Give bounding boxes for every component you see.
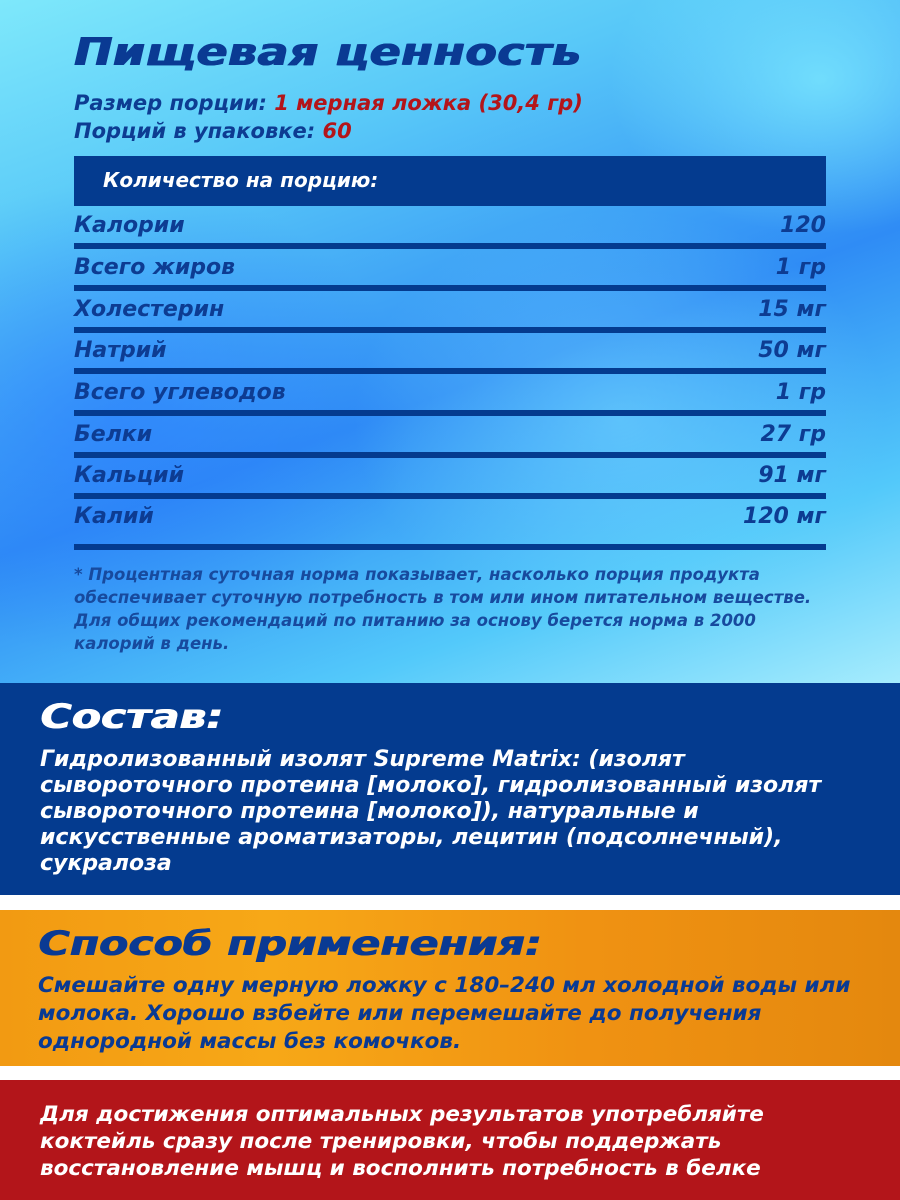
servings-label: Порций в упаковке: — [74, 119, 316, 143]
serving-size-label: Размер порции: — [74, 91, 267, 115]
row-label: Белки — [74, 422, 153, 447]
serving-size-value: 1 мерная ложка (30,4 гр) — [274, 91, 583, 115]
row-value: 91 мг — [758, 463, 826, 488]
table-row-sodium — [74, 332, 826, 374]
row-label: Калий — [74, 504, 154, 529]
table-row-total-fat — [74, 249, 826, 291]
usage-section — [0, 910, 900, 1066]
table-row-cholesterol — [74, 291, 826, 333]
serving-size-line — [74, 89, 583, 117]
row-label: Всего углеводов — [74, 380, 286, 405]
row-value: 50 мг — [758, 338, 826, 363]
table-header-label: Количество на порцию: — [103, 168, 379, 192]
composition-text: Гидролизованный изолят Supreme Matrix: (изолят сывороточного протеина [молоко], гидролизованный изолят сывороточного протеина [молоко]), натуральные и искусственные ароматизаторы, лецитин (подсолнечный), сукралоза — [40, 747, 822, 876]
servings-value: 60 — [322, 119, 352, 143]
composition-title: Состав: — [40, 697, 223, 737]
daily-value-footnote: * Процентная суточная норма показывает, насколько порция продукта обеспечивает суточную потребность в том или ином питательном веществе. Для общих рекомендаций по питанию за основу берется норма в 2000 калорий в день. — [74, 565, 812, 653]
servings-per-container-line — [74, 117, 583, 145]
row-value: 120 мг — [742, 504, 826, 529]
table-row-total-carbs — [74, 374, 826, 416]
serving-info — [74, 89, 583, 145]
row-value: 15 мг — [758, 297, 826, 322]
row-label: Холестерин — [74, 297, 225, 322]
row-label: Калории — [74, 213, 185, 238]
table-row-calcium — [74, 457, 826, 499]
row-label: Натрий — [74, 338, 167, 363]
nutrition-title: Пищевая ценность — [74, 30, 582, 74]
table-row-protein — [74, 416, 826, 458]
row-label: Всего жиров — [74, 255, 236, 280]
table-header — [74, 156, 826, 206]
row-value: 120 — [780, 213, 826, 238]
row-value: 27 гр — [760, 422, 826, 447]
row-label: Кальций — [74, 463, 184, 488]
row-value: 1 гр — [775, 380, 826, 405]
tip-section — [0, 1080, 900, 1200]
row-value: 1 гр — [775, 255, 826, 280]
table-row-potassium — [74, 498, 826, 550]
table-row-calories — [74, 207, 826, 249]
usage-title: Способ применения: — [38, 924, 542, 964]
composition-section — [0, 683, 900, 895]
tip-text: Для достижения оптимальных результатов употребляйте коктейль сразу после тренировки, чтобы поддержать восстановление мышц и восполнить потребность в белке — [40, 1102, 764, 1181]
usage-text: Смешайте одну мерную ложку с 180–240 мл холодной воды или молока. Хорошо взбейте или перемешайте до получения однородной массы без комочков. — [38, 973, 851, 1054]
